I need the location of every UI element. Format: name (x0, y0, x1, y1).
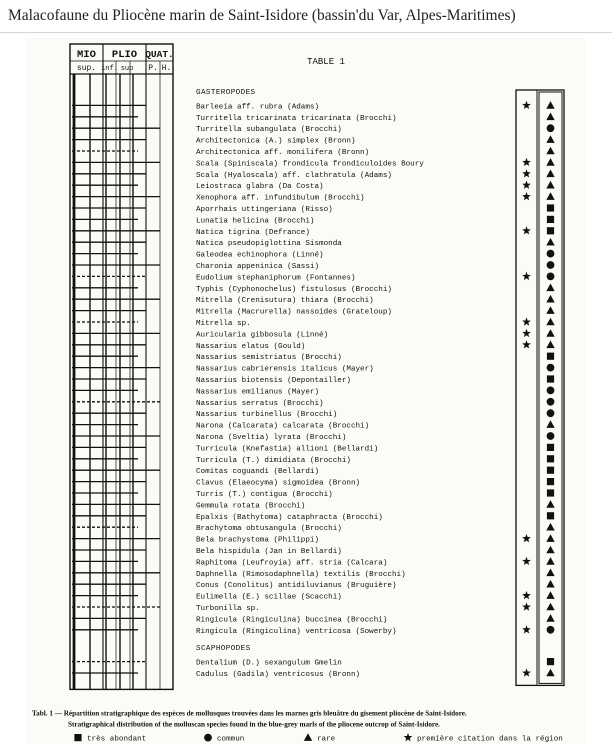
triangle-abundance-icon (546, 158, 554, 166)
triangle-abundance-icon (546, 546, 554, 554)
species-name: Ringicula (Ringiculina) ventricosa (Sowerby) (196, 627, 397, 636)
circle-abundance-icon (547, 387, 555, 395)
species-name: Turritella tricarinata tricarinata (Brocchi) (196, 114, 397, 123)
triangle-abundance-icon (546, 329, 554, 337)
square-abundance-icon (547, 478, 554, 485)
species-name: Charonia appeninica (Sassi) (196, 263, 320, 271)
species-name: Scala (Spiniscala) frondicula frondiculoides Boury (196, 160, 424, 169)
header-quat-p: P. (148, 64, 158, 73)
first-citation-star-icon (522, 226, 531, 234)
legend-label: très abondant (87, 735, 147, 744)
square-abundance-icon (547, 512, 554, 519)
species-name: Turris (T.) contigua (Brocchi) (196, 491, 333, 499)
circle-abundance-icon (547, 273, 555, 281)
circle-abundance-icon (547, 124, 555, 132)
star-legend-icon (404, 733, 413, 741)
page-header (0, 0, 612, 33)
square-abundance-icon (547, 204, 554, 211)
square-abundance-icon (547, 444, 554, 451)
species-name: Natica pseudopiglottina Sismonda (196, 240, 342, 249)
species-name: Turbonilla sp. (196, 605, 260, 613)
species-name: Narona (Sveltia) lyrata (Brocchi) (196, 434, 347, 442)
header-plio-sup: sup (120, 65, 134, 73)
species-name: Narona (Calcarata) calcarata (Brocchi) (196, 422, 370, 431)
species-name: Dentalium (D.) sexangulum Gmelin (196, 659, 342, 668)
species-name: Typhis (Cyphonochelus) fistulosus (Brocchi) (196, 285, 392, 294)
species-name: Gemmula rotata (Brocchi) (196, 502, 306, 511)
first-citation-star-icon (522, 272, 531, 280)
header-plio: PLIO (111, 49, 138, 61)
species-name: Scala (Hyaloscala) aff. clathratula (Adams) (196, 171, 392, 180)
species-name: Comitas coguandi (Bellardi) (196, 468, 320, 477)
legend-label: rare (317, 735, 336, 744)
triangle-abundance-icon (546, 306, 554, 314)
circle-legend-icon (204, 734, 212, 742)
circle-abundance-icon (547, 432, 555, 440)
square-legend-icon (74, 734, 81, 741)
first-citation-star-icon (522, 602, 531, 610)
triangle-abundance-icon (546, 192, 554, 200)
triangle-abundance-icon (546, 523, 554, 531)
legend-label: première citation dans la région (417, 735, 563, 744)
species-name: Ringicula (Ringiculina) buccinea (Brocchi) (196, 616, 388, 625)
square-abundance-icon (547, 375, 554, 382)
chart-frame (70, 44, 173, 689)
first-citation-star-icon (522, 557, 531, 565)
species-name: Galeodea echinophora (Linné) (196, 251, 324, 260)
species-name: Bela brachystoma (Philippi) (196, 536, 320, 545)
header-mio-sup: sup. (76, 64, 97, 73)
species-name: Nassarius emilianus (Mayer) (196, 388, 320, 397)
triangle-abundance-icon (546, 113, 554, 121)
header-quat: QUAT. (145, 49, 174, 60)
species-name: Nassarius serratus (Brocchi) (196, 399, 324, 408)
species-name: Brachytoma obtusangula (Brocchi) (196, 525, 342, 534)
species-name: Nassarius elatus (Gould) (196, 342, 306, 351)
circle-abundance-icon (547, 626, 555, 634)
square-abundance-icon (547, 455, 554, 462)
first-citation-star-icon (522, 534, 531, 542)
first-citation-star-icon (522, 158, 531, 166)
species-name: Bela hispidula (Jan in Bellardi) (196, 548, 342, 556)
page-title: Malacofaune du Pliocène marin de Saint-Isidore (bassin'du Var, Alpes-Maritimes) (8, 7, 516, 24)
species-name: Epalxis (Bathytoma) cataphracta (Brocchi) (196, 513, 383, 522)
first-citation-star-icon (522, 181, 531, 189)
species-name: Aporrhais uttingeriana (Risso) (196, 206, 333, 214)
first-citation-star-icon (522, 329, 531, 337)
table-title: TABLE 1 (307, 57, 345, 67)
caption-fr: Tabl. 1 — Répartition stratigraphique des espèces de mollusques trouvées dans les marnes gris bleuâtre du gisement pliocène de Saint-Isidore. (32, 709, 467, 718)
triangle-abundance-icon (546, 420, 554, 428)
first-citation-star-icon (522, 192, 531, 200)
species-name: Lunatia helicina (Brocchi) (196, 217, 315, 226)
species-name: Raphitoma (Leufroyia) aff. stria (Calcara) (196, 559, 388, 568)
section-heading: GASTEROPODES (196, 89, 256, 97)
triangle-legend-icon (304, 733, 312, 741)
square-abundance-icon (547, 467, 554, 474)
triangle-abundance-icon (546, 341, 554, 349)
species-name: Nassarius turbinellus (Brocchi) (196, 411, 338, 420)
triangle-abundance-icon (546, 603, 554, 611)
square-abundance-icon (547, 216, 554, 223)
abundance-symbol-column (516, 90, 564, 685)
first-citation-star-icon (522, 625, 531, 633)
species-name: Xenophora aff. infundibulum (Brocchi) (196, 194, 365, 203)
triangle-abundance-icon (546, 170, 554, 178)
first-citation-star-icon (522, 591, 531, 599)
circle-abundance-icon (547, 261, 555, 269)
triangle-abundance-icon (546, 147, 554, 155)
triangle-abundance-icon (546, 295, 554, 303)
section-heading: SCAPHOPODES (196, 645, 251, 654)
square-abundance-icon (547, 227, 554, 234)
triangle-abundance-icon (546, 500, 554, 508)
circle-abundance-icon (547, 364, 555, 372)
header-quat-h: H. (161, 64, 172, 73)
first-citation-star-icon (522, 101, 531, 109)
triangle-abundance-icon (546, 284, 554, 292)
species-name: Nassarius cabrierensis italicus (Mayer) (196, 365, 374, 374)
triangle-abundance-icon (546, 101, 554, 109)
square-abundance-icon (547, 489, 554, 496)
triangle-abundance-icon (546, 181, 554, 189)
triangle-abundance-icon (546, 135, 554, 143)
table-figure-svg (26, 38, 586, 744)
header-plio-inf: inf. (101, 65, 118, 73)
triangle-abundance-icon (546, 318, 554, 326)
circle-abundance-icon (547, 409, 555, 417)
triangle-abundance-icon (546, 569, 554, 577)
first-citation-star-icon (522, 317, 531, 325)
circle-abundance-icon (547, 250, 555, 258)
triangle-abundance-icon (546, 534, 554, 542)
species-name: Clavus (Elaeocyma) sigmoidea (Bronn) (196, 479, 361, 488)
species-name: Eulimella (E.) scillae (Scacchi) (196, 593, 342, 602)
scanned-table-figure (26, 38, 586, 744)
stratigraphic-range-chart (70, 44, 174, 689)
square-abundance-icon (547, 658, 554, 665)
species-name: Mitrella sp. (196, 320, 251, 328)
species-name: Turricula (Knefastia) allioni (Bellardi) (196, 445, 379, 454)
legend-label: commun (217, 735, 245, 744)
triangle-abundance-icon (546, 614, 554, 622)
species-name: Architectonica aff. monilifera (Bronn) (196, 149, 370, 157)
caption-en: Stratigraphical distribution of the molluscan species found in the blue-grey marls of the pliocene outcrop of Saint-Isidore. (68, 720, 440, 729)
figure-caption (32, 709, 563, 743)
triangle-abundance-icon (546, 557, 554, 565)
species-list (196, 57, 424, 679)
symbol-frame (516, 90, 564, 685)
species-name: Cadulus (Gadila) ventricosus (Bronn) (196, 671, 361, 679)
species-name: Turritella subangulata (Brocchi) (196, 126, 342, 135)
species-name: Daphnella (Rimosodaphnella) textilis (Brocchi) (196, 570, 406, 579)
species-name: Nassarius biotensis (Depontailler) (196, 377, 351, 385)
circle-abundance-icon (547, 398, 555, 406)
triangle-abundance-icon (546, 591, 554, 599)
species-name: Barleeia aff. rubra (Adams) (196, 103, 320, 112)
species-name: Auricularia gibbosula (Linné) (196, 331, 329, 340)
triangle-abundance-icon (546, 580, 554, 588)
square-abundance-icon (547, 353, 554, 360)
species-name: Mitrella (Crenisutura) thiara (Brocchi) (196, 297, 374, 306)
species-name: Nassarius semistriatus (Brocchi) (196, 354, 342, 363)
species-name: Leiostraca glabra (Da Costa) (196, 183, 324, 192)
species-name: Conus (Conolitus) antidiluvianus (Bruguière) (196, 582, 397, 591)
species-name: Eudolium stephaniphorum (Fontannes) (196, 274, 356, 283)
species-name: Architectonica (A.) simplex (Bronn) (196, 137, 356, 146)
species-name: Turricula (T.) dimidiata (Brocchi) (196, 456, 351, 465)
triangle-abundance-icon (546, 669, 554, 677)
species-name: Natica tigrina (Defrance) (196, 228, 310, 237)
first-citation-star-icon (522, 340, 531, 348)
first-citation-star-icon (522, 169, 531, 177)
header-mio: MIO (77, 49, 96, 61)
first-citation-star-icon (522, 668, 531, 676)
triangle-abundance-icon (546, 238, 554, 246)
species-name: Mitrella (Macrurella) nassoides (Grateloup) (196, 308, 392, 317)
